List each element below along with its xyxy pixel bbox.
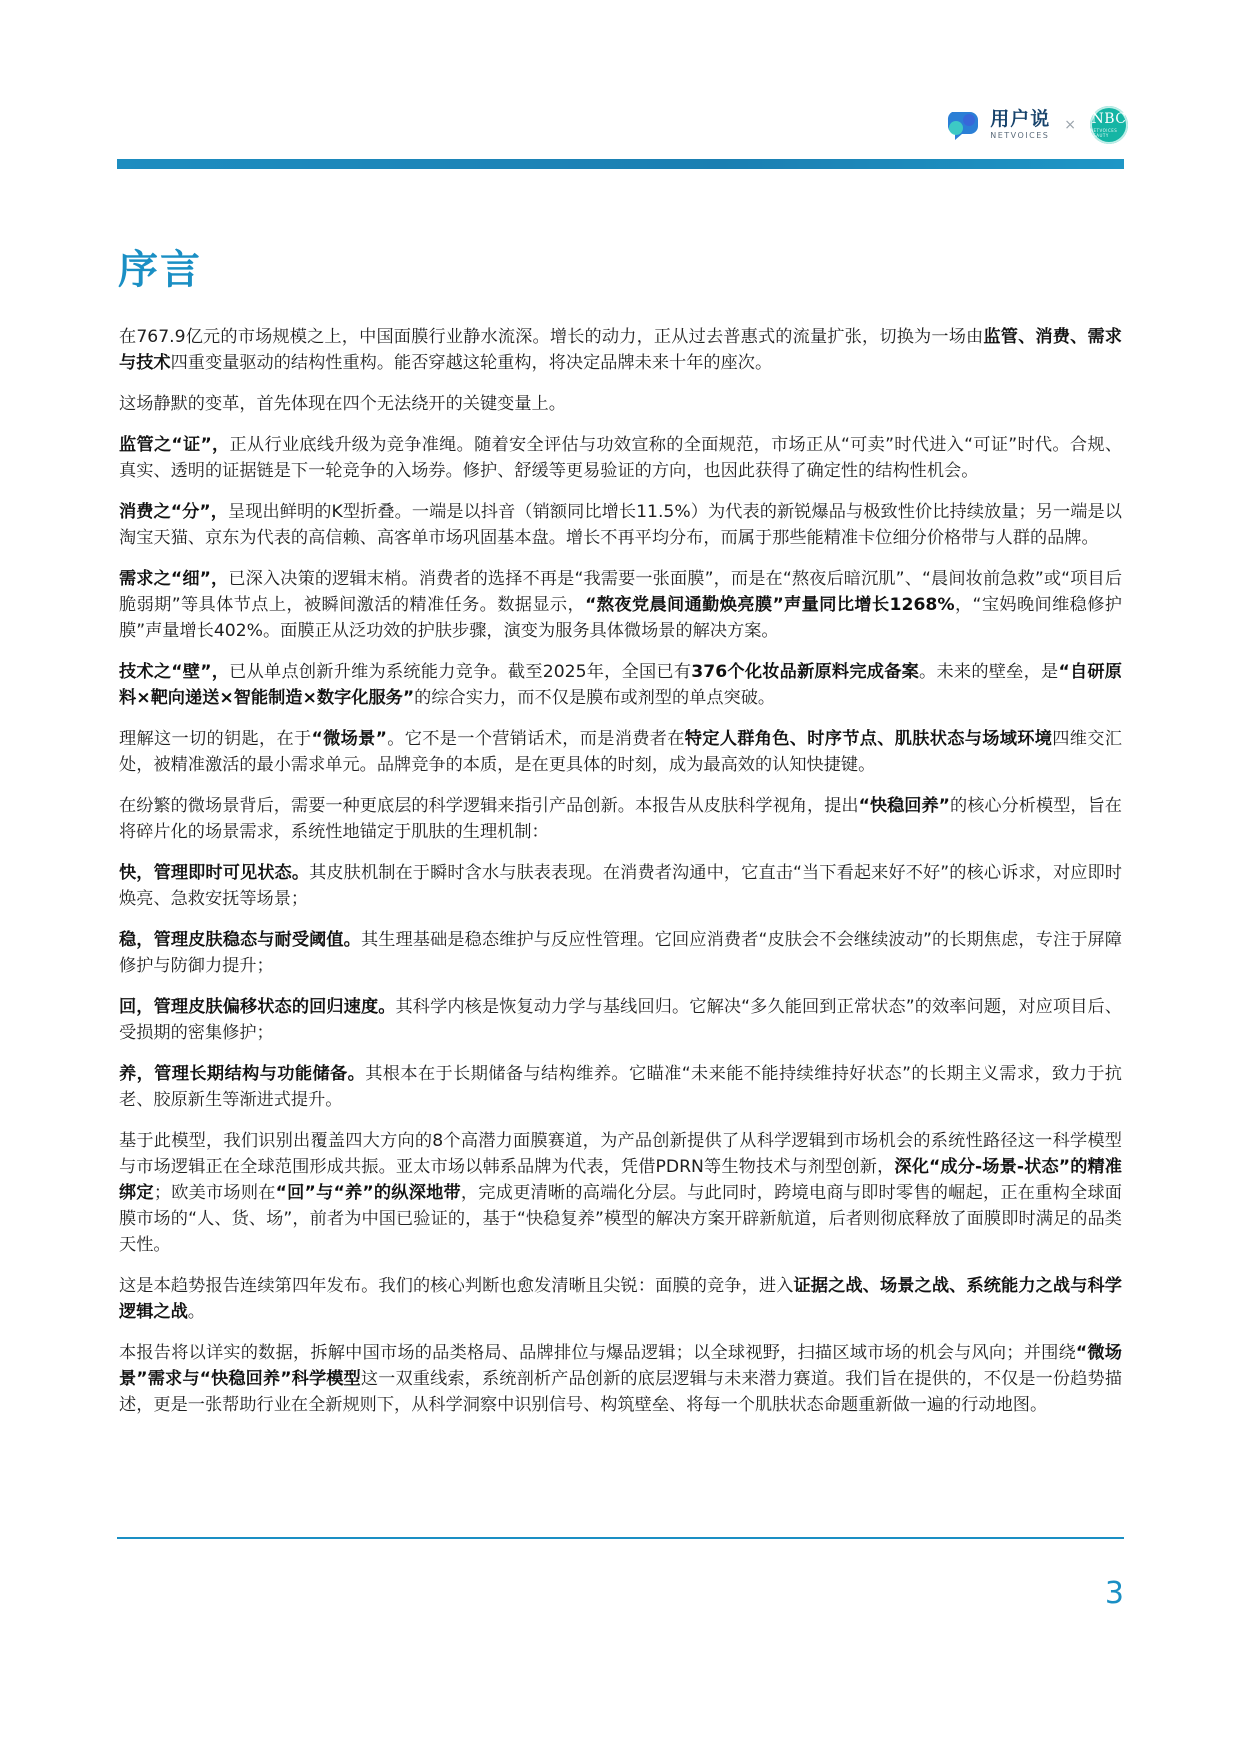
paragraph bbox=[119, 927, 1122, 979]
paragraph bbox=[119, 994, 1122, 1046]
body-text: 本报告将以详实的数据，拆解中国市场的品类格局、品牌排位与爆品逻辑；以全球视野，扫描区域市场的机会与风向；并围绕 bbox=[119, 1343, 1076, 1363]
body-text: 理解这一切的钥匙，在于 bbox=[119, 729, 312, 749]
emphasis-text: 特定人群角色、时序节点、肌肤状态与场域环境 bbox=[684, 729, 1053, 749]
emphasis-text: 消费之“分”， bbox=[119, 502, 228, 522]
body-text: 已深入决策的逻辑末梢。消费者的选择不再是“我需要一张面膜”，而是在“熬夜后暗沉肌”、“晨间妆前急救”或“项目后脆弱期”等具体节点上，被瞬间激活的精准任务。数据显示， bbox=[119, 569, 1123, 615]
emphasis-text: 监管之“证”， bbox=[119, 435, 230, 455]
emphasis-text: “熬夜党晨间通勤焕亮膜”声量同比增长1268% bbox=[585, 595, 955, 615]
body-text: 的核心分析模型，旨在将碎片化的场景需求，系统性地锚定于肌肤的生理机制： bbox=[119, 796, 1122, 842]
body-text: 其生理基础是稳态维护与反应性管理。它回应消费者“皮肤会不会继续波动”的长期焦虑，专注于屏障修护与防御力提升； bbox=[119, 930, 1122, 976]
paragraph bbox=[119, 1128, 1122, 1258]
emphasis-text: “快稳回养” bbox=[858, 796, 950, 816]
body-text: 在767.9亿元的市场规模之上，中国面膜行业静水流深。增长的动力，正从过去普惠式的流量扩张，切换为一场由 bbox=[119, 327, 984, 347]
paragraph bbox=[119, 432, 1122, 484]
body-text: ，“宝妈晚间维稳修护膜”声量增长402%。面膜正从泛功效的护肤步骤，演变为服务具体微场景的解决方案。 bbox=[119, 595, 1122, 641]
collaboration-times: × bbox=[1064, 117, 1076, 133]
paragraph bbox=[119, 726, 1122, 778]
brand-text bbox=[990, 110, 1050, 140]
body-text: 。未来的壁垒，是 bbox=[919, 662, 1059, 682]
body-text: 。它不是一个营销话术，而是消费者在 bbox=[386, 729, 685, 749]
paragraph bbox=[119, 391, 1122, 417]
emphasis-text: 养，管理长期结构与功能储备。 bbox=[119, 1064, 366, 1084]
body-text: 在纷繁的微场景背后，需要一种更底层的科学逻辑来指引产品创新。本报告从皮肤科学视角，提出 bbox=[119, 796, 859, 816]
preface-body bbox=[119, 324, 1122, 1433]
body-text: 的综合实力，而不仅是膜布或剂型的单点突破。 bbox=[414, 688, 776, 708]
body-text: 四重变量驱动的结构性重构。能否穿越这轮重构，将决定品牌未来十年的座次。 bbox=[170, 353, 773, 373]
emphasis-text: 稳，管理皮肤稳态与耐受阈值。 bbox=[119, 930, 361, 950]
paragraph bbox=[119, 793, 1122, 845]
top-divider-bar bbox=[117, 159, 1124, 169]
emphasis-text: 回，管理皮肤偏移状态的回归速度。 bbox=[119, 997, 396, 1017]
paragraph bbox=[119, 1061, 1122, 1113]
emphasis-text: 深化“成分-场景-状态”的精准绑定 bbox=[119, 1157, 1122, 1203]
body-text: 这场静默的变革，首先体现在四个无法绕开的关键变量上。 bbox=[119, 394, 566, 414]
emphasis-text: 证据之战、场景之战、系统能力之战与科学逻辑之战 bbox=[119, 1276, 1122, 1322]
brand-name: 用户说 bbox=[990, 108, 1051, 130]
nbc-logo-text: NBC bbox=[1091, 111, 1127, 127]
body-text: 。 bbox=[187, 1302, 205, 1322]
nbc-logo bbox=[1090, 106, 1128, 144]
emphasis-text: 技术之“壁”， bbox=[119, 662, 230, 682]
page-title: 序言 bbox=[118, 247, 202, 293]
body-text: 正从行业底线升级为竞争准绳。随着安全评估与功效宣称的全面规范，市场正从“可卖”时代进入“可证”时代。合规、真实、透明的证据链是下一轮竞争的入场券。修护、舒缓等更易验证的方向，也因此获得了确定性的结构性机会。 bbox=[119, 435, 1123, 481]
emphasis-text: 快，管理即时可见状态。 bbox=[119, 863, 310, 883]
body-text: 基于此模型，我们识别出覆盖四大方向的8个高潜力面膜赛道，为产品创新提供了从科学逻辑到市场机会的系统性路径这一科学模型与市场逻辑正在全球范围形成共振。亚太市场以韩系品牌为代表，凭借PDRN等生物技术与剂型创新， bbox=[119, 1131, 1122, 1177]
nbc-logo-subtext: NETVOICES BEAUTY bbox=[1090, 128, 1118, 138]
body-text: ，完成更清晰的高端化分层。与此同时，跨境电商与即时零售的崛起，正在重构全球面膜市场的“人、货、场”，前者为中国已验证的，基于“快稳复养”模型的解决方案开辟新航道，后者则彻底释放了面膜即时满足的品类天性。 bbox=[119, 1183, 1122, 1255]
body-text: 其根本在于长期储备与结构维养。它瞄准“未来能不能持续维持好状态”的长期主义需求，致力于抗老、胶原新生等渐进式提升。 bbox=[119, 1064, 1122, 1110]
body-text: 其皮肤机制在于瞬时含水与肤表表现。在消费者沟通中，它直击“当下看起来好不好”的核心诉求，对应即时焕亮、急救安抚等场景； bbox=[119, 863, 1122, 909]
body-text: 已从单点创新升维为系统能力竞争。截至2025年，全国已有 bbox=[229, 662, 692, 682]
page-number: 3 bbox=[1104, 1576, 1124, 1611]
emphasis-text: 监管、消费、需求与技术 bbox=[119, 327, 1122, 373]
brand-subtitle: NETVOICES bbox=[990, 131, 1050, 140]
speech-bubble-logo-icon bbox=[946, 108, 980, 142]
paragraph bbox=[119, 860, 1122, 912]
header-logos bbox=[946, 106, 1128, 144]
paragraph bbox=[119, 659, 1122, 711]
emphasis-text: “自研原料×靶向递送×智能制造×数字化服务” bbox=[119, 662, 1122, 708]
body-text: 这是本趋势报告连续第四年发布。我们的核心判断也愈发清晰且尖锐：面膜的竞争，进入 bbox=[119, 1276, 794, 1296]
paragraph bbox=[119, 324, 1122, 376]
body-text: 呈现出鲜明的K型折叠。一端是以抖音（销额同比增长11.5%）为代表的新锐爆品与极致性价比持续放量；另一端是以淘宝天猫、京东为代表的高信赖、高客单市场巩固基本盘。增长不再平均分布，而属于那些能精准卡位细分价格带与人群的品牌。 bbox=[119, 502, 1122, 548]
body-text: ；欧美市场则在 bbox=[153, 1183, 276, 1203]
paragraph bbox=[119, 499, 1122, 551]
emphasis-text: “微场景”需求与“快稳回养”科学模型 bbox=[119, 1343, 1122, 1389]
emphasis-text: “回”与“养”的纵深地带 bbox=[275, 1183, 461, 1203]
emphasis-text: 需求之“细”， bbox=[119, 569, 229, 589]
paragraph bbox=[119, 1340, 1122, 1418]
emphasis-text: “微场景” bbox=[311, 729, 387, 749]
bottom-divider-line bbox=[117, 1537, 1124, 1539]
paragraph bbox=[119, 1273, 1122, 1325]
body-text: 四维交汇处，被精准激活的最小需求单元。品牌竞争的本质，是在更具体的时刻，成为最高效的认知快捷键。 bbox=[119, 729, 1122, 775]
body-text: 这一双重线索，系统剖析产品创新的底层逻辑与未来潜力赛道。我们旨在提供的，不仅是一份趋势描述，更是一张帮助行业在全新规则下，从科学洞察中识别信号、构筑壁垒、将每一个肌肤状态命题重新做一遍的行动地图。 bbox=[119, 1369, 1123, 1415]
emphasis-text: 376个化妆品新原料完成备案 bbox=[691, 662, 920, 682]
paragraph bbox=[119, 566, 1122, 644]
body-text: 其科学内核是恢复动力学与基线回归。它解决“多久能回到正常状态”的效率问题，对应项目后、受损期的密集修护； bbox=[119, 997, 1122, 1043]
